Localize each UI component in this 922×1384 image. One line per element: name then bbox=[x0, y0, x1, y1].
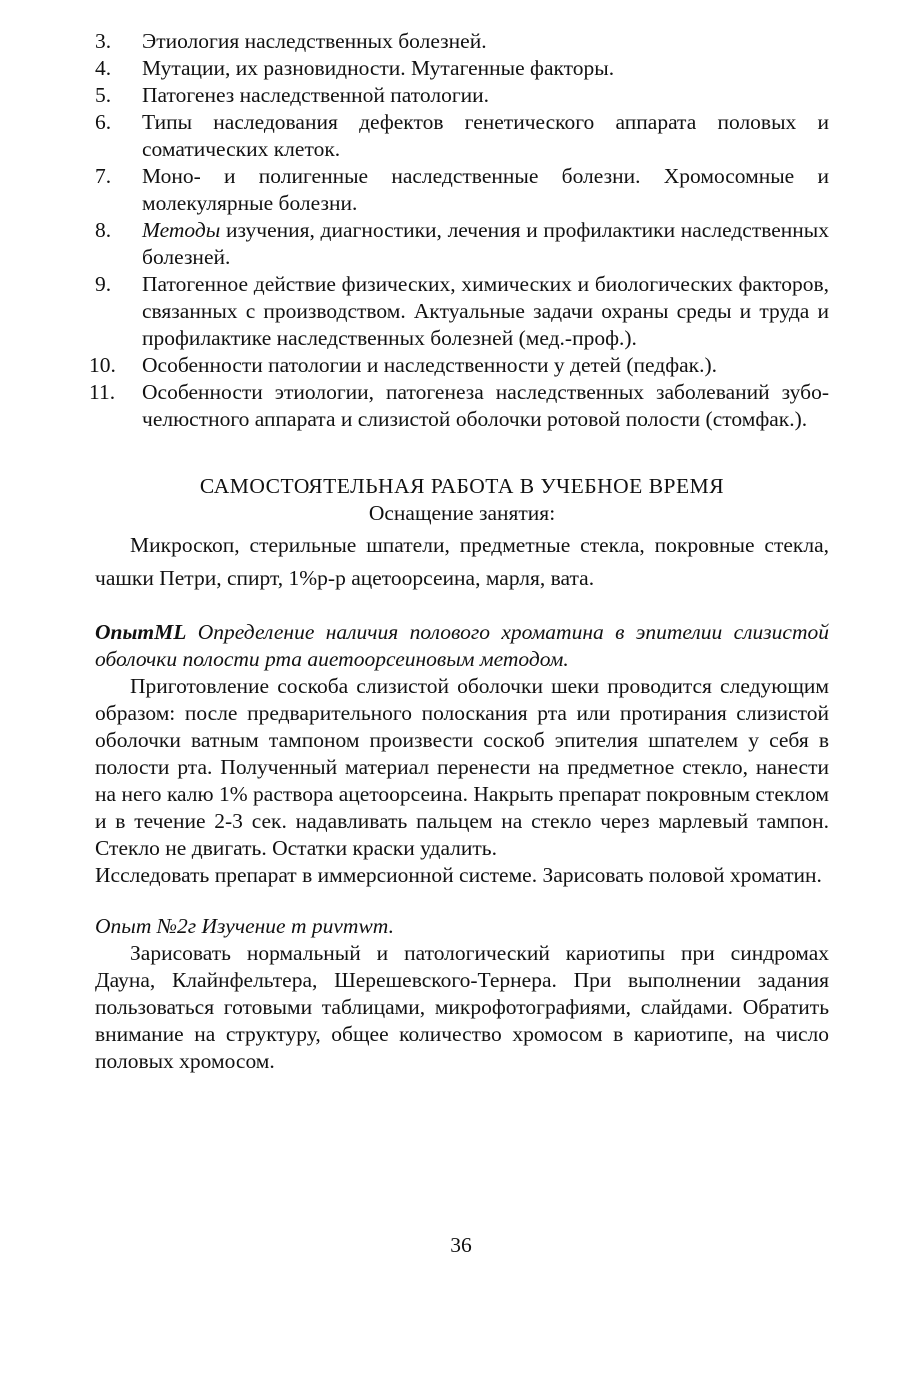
question-list bbox=[89, 28, 829, 433]
item-number: 5. bbox=[95, 83, 112, 107]
list-item bbox=[95, 82, 829, 109]
list-item bbox=[95, 271, 829, 352]
experiment-1-heading bbox=[95, 619, 829, 673]
item-number: 3. bbox=[95, 29, 112, 53]
page-content bbox=[89, 28, 830, 1075]
list-item bbox=[89, 379, 829, 433]
item-text: Моно- и полигенные наследственные болезни. Хромосомные и молекулярные болезни. bbox=[142, 164, 829, 215]
section-title: САМОСТОЯТЕЛЬНАЯ РАБОТА В УЧЕБНОЕ ВРЕМЯ bbox=[199, 474, 725, 498]
item-number: 4. bbox=[95, 56, 112, 80]
list-item bbox=[95, 109, 829, 163]
equipment-title: Оснащение занятия: bbox=[368, 501, 556, 525]
experiment-2-paragraph: Зарисовать нормальный и патологический кариотипы при синдромах Дауна, Клайнфельтера, Шерешевского-Тернера. При выполнении задания пользоваться готовыми таблицами, микрофотографиями, слайдами. Обратить внимание на структуру, общее количество хромосом в кариотипе, на число половых хромосом. bbox=[95, 941, 829, 1073]
item-text: Особенности этиологии, патогенеза наследственных заболеваний зубо-челюстного аппарата и слизистой оболочки ротовой полости (стомфак.). bbox=[142, 380, 829, 431]
experiment-1-paragraph-2: Исследовать препарат в иммерсионной системе. Зарисовать половой хроматин. bbox=[95, 863, 822, 887]
item-text: Этиология наследственных болезней. bbox=[142, 29, 487, 53]
item-text: Патогенное действие физических, химических и биологических факторов, связанных с производством. Актуальные задачи охраны среды и труда и профилактике наследственных болезней (мед.-проф.). bbox=[142, 272, 829, 350]
list-item bbox=[95, 217, 829, 271]
item-number: 7. bbox=[95, 164, 112, 188]
list-item bbox=[95, 163, 829, 217]
item-text: изучения, диагностики, лечения и профилактики наследственных болезней. bbox=[142, 218, 829, 269]
experiment-1-title: Определение наличия полового хроматина в эпителии слизистой оболочки полости рта аиетоорсеиновым методом. bbox=[95, 620, 830, 671]
experiment-1-label: ОпытML bbox=[95, 620, 187, 644]
equipment-text: Микроскоп, стерильные шпатели, предметные стекла, покровные стекла, чашки Петри, спирт, 1%р-р ацетоорсеина, марля, вата. bbox=[95, 533, 829, 590]
list-item bbox=[89, 352, 829, 379]
experiment-2-title: Опыт №2г Изучение т риvтwт. bbox=[95, 914, 394, 938]
experiment-1-paragraph: Приготовление соскоба слизистой оболочки шеки проводится следующим образом: после предварительного полоскания рта или протирания слизистой оболочки ватным тампоном произвести соскоб эпителия шпателем у себя в полости рта. Полученный материал перенести на предметное стекло, нанести на него калю 1% раствора ацетоорсеина. Накрыть препарат покровным стеклом и в течение 2-3 сек. надавливать пальцем на стекло через марлевый тампон. Стекло не двигать. Остатки краски удалить. bbox=[95, 674, 829, 860]
item-number: 10. bbox=[89, 353, 116, 377]
list-item bbox=[95, 55, 829, 82]
item-text: Мутации, их разновидности. Мутагенные факторы. bbox=[142, 56, 615, 80]
item-text: Особенности патологии и наследственности у детей (педфак.). bbox=[142, 353, 718, 377]
item-number: 11. bbox=[89, 380, 116, 404]
item-number: 9. bbox=[95, 272, 112, 296]
item-number: 8. bbox=[95, 218, 112, 242]
list-item bbox=[95, 28, 829, 55]
page-number: 36 bbox=[450, 1233, 472, 1257]
item-text: Патогенез наследственной патологии. bbox=[142, 83, 490, 107]
item-text-italic: Методы bbox=[142, 218, 221, 242]
item-text: Типы наследования дефектов генетического аппарата половых и соматических клеток. bbox=[142, 110, 829, 161]
item-number: 6. bbox=[95, 110, 112, 134]
